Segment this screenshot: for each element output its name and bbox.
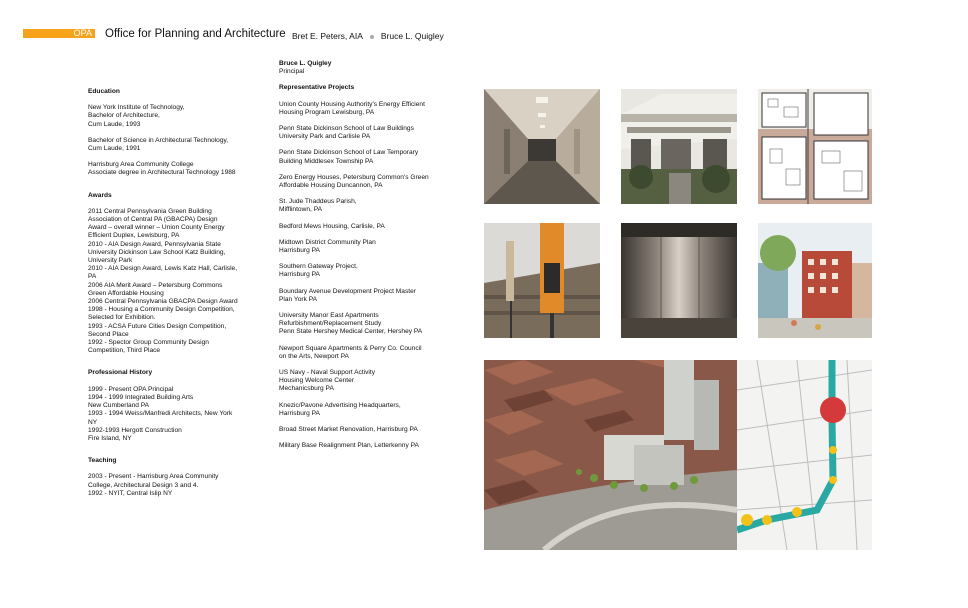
history-list: 1999 - Present OPA Principal 1994 - 1999 Integrated Building Arts New Cumberland PA 1993 - 1994 Weiss/Manfredi Architects, New York NY 1992-1993 Hergott Construction Fire Island, NY <box>88 385 233 442</box>
project-item: Broad Street Market Renovation, Harrisburg PA <box>279 426 418 434</box>
signage-photo <box>484 223 600 338</box>
education-item: Harrisburg Area Community College Associate degree in Architectural Technology 1988 <box>88 161 236 177</box>
project-item: St. Jude Thaddeus Parish, Mifflintown, PA <box>279 198 357 214</box>
partner-2: Bruce L. Quigley <box>380 31 444 41</box>
education-item: New York Institute of Technology, Bachelor of Architecture, Cum Laude, 1993 <box>88 104 185 128</box>
interior-panel-photo <box>621 223 737 338</box>
project-item: Midtown District Community Plan Harrisburg PA <box>279 238 376 255</box>
separator-dot-icon <box>370 35 374 39</box>
teaching-list: 2003 - Present - Harrisburg Area Community College, Architectural Design 3 and 4. 1992 - NYIT, Central Islip NY <box>88 473 219 497</box>
resume-column <box>88 88 263 498</box>
partner-1: Bret E. Peters, AIA <box>292 31 363 41</box>
project-item: Boundary Avenue Development Project Master Plan York PA <box>279 287 416 303</box>
history-heading: Professional History <box>88 369 153 377</box>
project-item: University Manor East Apartments Refurbishment/Replacement Study Penn State Hershey Medical Center, Hershey PA <box>279 312 423 336</box>
projects-heading: Representative Projects <box>279 84 355 92</box>
floor-plan-drawing <box>758 89 872 204</box>
site-map-drawing <box>737 360 872 550</box>
principal-name: Bruce L. Quigley <box>279 60 332 67</box>
project-item: Southern Gateway Project, Harrisburg PA <box>279 263 358 279</box>
teaching-heading: Teaching <box>88 457 117 465</box>
project-item: Bedford Mews Housing, Carlisle, PA <box>279 222 385 230</box>
principal-role: Principal <box>279 68 305 76</box>
project-item: US Navy - Naval Support Activity Housing Welcome Center Mechanicsburg PA <box>279 369 376 393</box>
project-item: Military Base Realignment Plan, Letterkenny PA <box>279 442 419 450</box>
project-item: Newport Square Apartments & Perry Co. Council on the Arts, Newport PA <box>279 344 422 360</box>
project-item: Union County Housing Authority's Energy Efficient Housing Program Lewisburg, PA <box>279 100 425 116</box>
project-item: Penn State Dickinson School of Law Buildings University Park and Carlisle PA <box>279 125 414 141</box>
project-item: Penn State Dickinson School of Law Temporary Building Middlesex Township PA <box>279 149 419 165</box>
firm-title: Office for Planning and Architecture <box>105 28 286 40</box>
street-rendering <box>758 223 872 338</box>
education-heading: Education <box>88 88 120 95</box>
project-item: Zero Energy Houses, Petersburg Common's Green Affordable Housing Duncannon, PA <box>279 173 429 190</box>
project-item: Knezic/Pavone Advertising Headquarters, Harrisburg PA <box>279 401 401 417</box>
opa-logo-bar <box>23 29 95 38</box>
aerial-rendering <box>484 360 737 550</box>
awards-list: 2011 Central Pennsylvania Green Building Association of Central PA (GBACPA) Design Award – overall winner – Union County Energy Efficient Duplex, Lewisburg, PA 2010 - AIA Design Award, Pennsylvania State University Dickinson Law School Katz Building, University Park 2010 - AIA Design Award, Lewis Katz Hall, Carlisle, PA 2006 AIA Merit Award – Petersburg Commons Green Affordable Housing 2006 Central Pennsylvania GBACPA Design Award 1998 - Housing a Community Design Competition, Selected for Exhibition. 1993 - ACSA Future Cities Design Competition, Second Place 1992 - Spector Group Community Design Competition, Third Place <box>88 207 238 355</box>
awards-heading: Awards <box>88 191 112 199</box>
projects-column <box>279 60 469 451</box>
partner-names <box>292 31 444 41</box>
opa-logo-text: OPA <box>73 28 92 38</box>
corridor-photo <box>484 89 600 204</box>
building-entrance-photo <box>621 89 737 204</box>
education-item: Bachelor of Science in Architectural Technology, Cum Laude, 1991 <box>88 136 229 153</box>
